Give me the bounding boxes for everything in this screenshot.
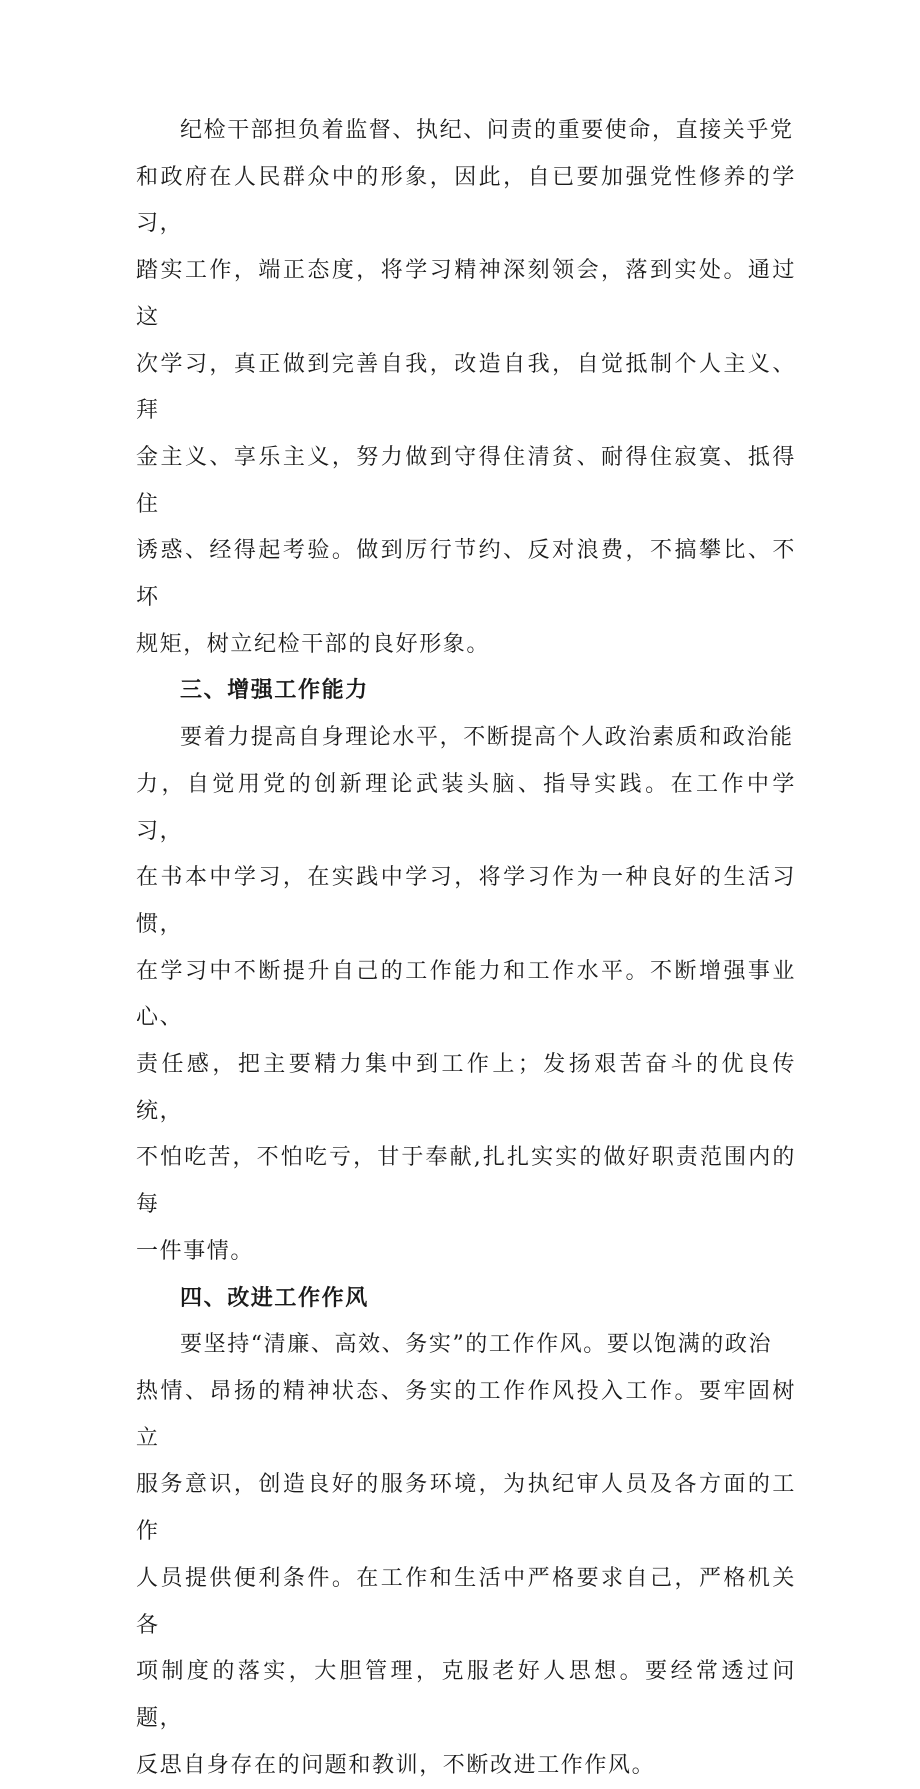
- paragraph-work-style: 要坚持“清廉、高效、务实”的工作作风。要以饱满的政治 热情、昂扬的精神状态、务实的工作作风投入工作。要牢固树立 服务意识，创造良好的服务环境，为执纪审人员及各方面的工作 人员提供便利条件。在工作和生活中严格要求自己，严格机关各 项制度的落实，大胆管理，克服老好人思想。要经常透过问题， 反思自身存在的问题和教训，不断改进工作作风。: [136, 1332, 796, 1778]
- document-body: [136, 108, 796, 1789]
- paragraph-work-ability: 要着力提高自身理论水平，不断提高个人政治素质和政治能 力，自觉用党的创新理论武装头脑、指导实践。在工作中学习， 在书本中学习，在实践中学习，将学习作为一种良好的生活习惯， 在学习中不断提升自己的工作能力和工作水平。不断增强事业心、 责任感，把主要精力集中到工作上；发扬艰苦奋斗的优良传统， 不怕吃苦，不怕吃亏，甘于奉献,扎扎实实的做好职责范围内的每 一件事情。: [136, 725, 796, 1264]
- heading-improve-work-style: 四、改进工作作风: [180, 1285, 369, 1311]
- heading-strengthen-work-ability: 三、增强工作能力: [180, 678, 369, 704]
- paragraph-discipline-image: 纪检干部担负着监督、执纪、问责的重要使命，直接关乎党 和政府在人民群众中的形象，因此，自已要加强党性修养的学习， 踏实工作，端正态度，将学习精神深刻领会，落到实处。通过这 次学习，真正做到完善自我，改造自我，自觉抵制个人主义、拜 金主义、享乐主义，努力做到守得住清贫、耐得住寂寞、抵得住 诱惑、经得起考验。做到厉行节约、反对浪费，不搞攀比、不坏 规矩，树立纪检干部的良好形象。: [136, 118, 796, 657]
